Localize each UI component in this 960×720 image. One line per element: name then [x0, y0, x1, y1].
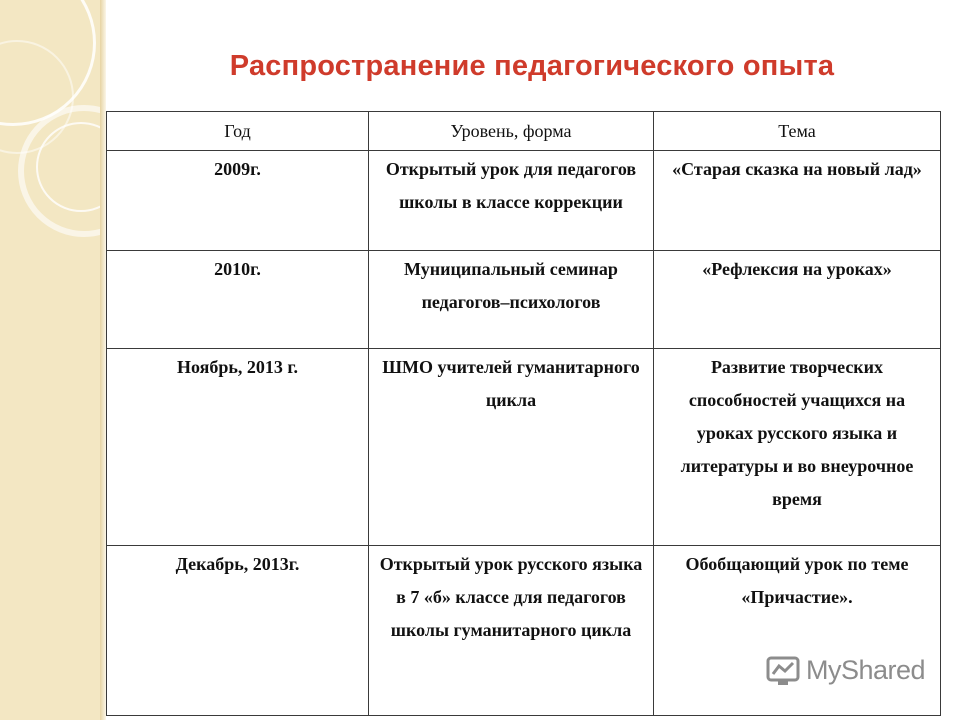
- page-title: Распространение педагогического опыта: [229, 50, 835, 82]
- cell-year: 2010г.: [107, 251, 369, 349]
- cell-theme: «Рефлексия на уроках»: [654, 251, 941, 349]
- cell-theme: «Старая сказка на новый лад»: [654, 151, 941, 251]
- decorative-sidebar: [0, 0, 104, 720]
- experience-table: [106, 111, 941, 716]
- table-row: [107, 151, 941, 251]
- cell-year: 2009г.: [107, 151, 369, 251]
- cell-year: Декабрь, 2013г.: [107, 546, 369, 716]
- column-header-year: Год: [107, 112, 369, 151]
- table-row: [107, 349, 941, 546]
- table-row: [107, 546, 941, 716]
- watermark-text: MyShared: [806, 655, 926, 685]
- mortarboard-icon: [766, 656, 800, 686]
- cell-form: ШМО учителей гуманитарного цикла: [369, 349, 654, 546]
- cell-year: Ноябрь, 2013 г.: [107, 349, 369, 546]
- column-header-theme: Тема: [654, 112, 941, 151]
- cell-theme: Обобщающий урок по теме «Причастие».: [654, 546, 941, 716]
- cell-form: Открытый урок для педагогов школы в классе коррекции: [369, 151, 654, 251]
- cell-theme: Развитие творческих способностей учащихся на уроках русского языка и литературы и во внеурочное время: [654, 349, 941, 546]
- cell-form: Муниципальный семинар педагогов–психологов: [369, 251, 654, 349]
- cell-form: Открытый урок русского языка в 7 «б» классе для педагогов школы гуманитарного цикла: [369, 546, 654, 716]
- table-header-row: [107, 112, 941, 151]
- mysharedwatermark: [766, 655, 925, 686]
- column-header-form: Уровень, форма: [369, 112, 654, 151]
- table-row: [107, 251, 941, 349]
